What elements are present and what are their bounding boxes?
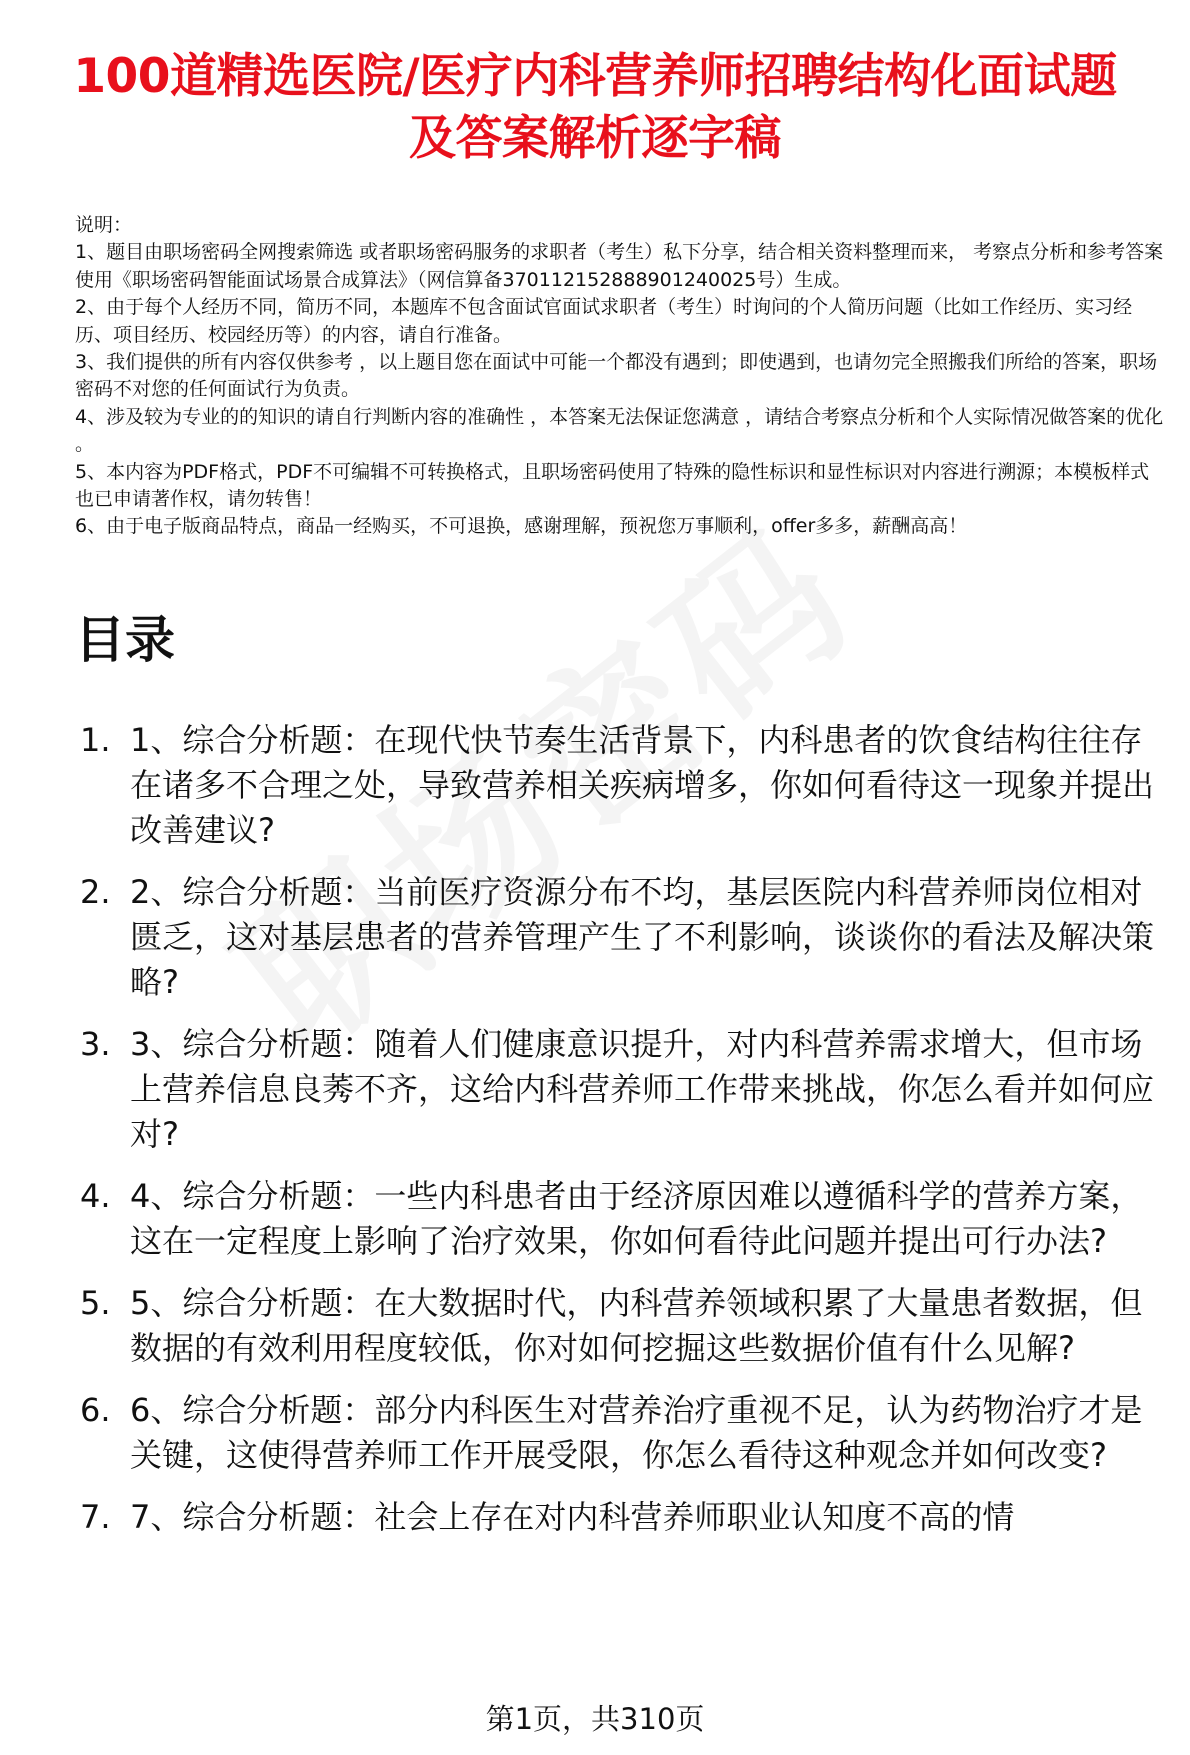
note-item-4: 4、涉及较为专业的的知识的请自行判断内容的准确性 ，本答案无法保证您满意 ，请结合考察点分析和个人实际情况做答案的优化 。	[75, 405, 1164, 456]
toc-item-text: 3、综合分析题：随着人们健康意识提升，对内科营养需求增大，但市场上营养信息良莠不齐，这给内科营养师工作带来挑战，你怎么看并如何应对?	[130, 1025, 1155, 1153]
toc-item-3[interactable]	[80, 1022, 1170, 1157]
toc-item-7[interactable]	[80, 1495, 1170, 1540]
toc-item-text: 6、综合分析题：部分内科医生对营养治疗重视不足，认为药物治疗才是关键，这使得营养师工作开展受限，你怎么看待这种观念并如何改变?	[130, 1391, 1143, 1474]
toc-heading: 目录	[75, 611, 175, 669]
toc-item-2[interactable]	[80, 870, 1170, 1005]
page-footer: 第1页，共310页	[485, 1702, 705, 1736]
toc-item-number: 7.	[80, 1498, 111, 1536]
toc-item-4[interactable]	[80, 1174, 1170, 1264]
toc-item-number: 5.	[80, 1284, 111, 1322]
document-title: 100道精选医院/医疗内科营养师招聘结构化面试题及答案解析逐字稿	[73, 49, 1117, 166]
toc-item-number: 4.	[80, 1177, 111, 1215]
toc-item-number: 1.	[80, 721, 111, 759]
toc-list	[80, 718, 1170, 1557]
toc-item-5[interactable]	[80, 1281, 1170, 1371]
note-item-6: 6、由于电子版商品特点，商品一经购买，不可退换，感谢理解，预祝您万事顺利，offer多多，薪酬高高！	[75, 515, 968, 538]
note-item-2: 2、由于每个人经历不同，简历不同，本题库不包含面试官面试求职者（考生）时询问的个人简历问题（比如工作经历、实习经历、项目经历、校园经历等）的内容，请自行准备。	[75, 296, 1133, 346]
toc-item-number: 6.	[80, 1391, 111, 1429]
toc-item-text: 5、综合分析题：在大数据时代，内科营养领域积累了大量患者数据，但数据的有效利用程度较低，你对如何挖掘这些数据价值有什么见解?	[130, 1284, 1143, 1367]
notes-section	[75, 212, 1165, 541]
toc-item-number: 3.	[80, 1025, 111, 1063]
toc-item-text: 7、综合分析题：社会上存在对内科营养师职业认知度不高的情	[130, 1498, 1015, 1536]
notes-heading: 说明：	[75, 214, 133, 236]
toc-item-text: 1、综合分析题：在现代快节奏生活背景下，内科患者的饮食结构往往存在诸多不合理之处，导致营养相关疾病增多，你如何看待这一现象并提出改善建议?	[130, 721, 1155, 849]
note-item-5: 5、本内容为PDF格式，PDF不可编辑不可转换格式，且职场密码使用了特殊的隐性标识和显性标识对内容进行溯源；本模板样式也已申请著作权，请勿转售！	[75, 460, 1150, 511]
toc-item-text: 4、综合分析题：一些内科患者由于经济原因难以遵循科学的营养方案，这在一定程度上影响了治疗效果，你如何看待此问题并提出可行办法?	[130, 1177, 1143, 1260]
toc-item-number: 2.	[80, 873, 111, 911]
note-item-3: 3、我们提供的所有内容仅供参考 ，以上题目您在面试中可能一个都没有遇到；即使遇到，也请勿完全照搬我们所给的答案，职场密码不对您的任何面试行为负责。	[75, 351, 1158, 401]
toc-item-text: 2、综合分析题：当前医疗资源分布不均，基层医院内科营养师岗位相对匮乏，这对基层患者的营养管理产生了不利影响，谈谈你的看法及解决策略?	[130, 873, 1155, 1001]
toc-item-6[interactable]	[80, 1388, 1170, 1478]
note-item-1: 1、题目由职场密码全网搜索筛选 或者职场密码服务的求职者（考生）私下分享，结合相关资料整理而来， 考察点分析和参考答案使用《职场密码智能面试场景合成算法》（网信算备370112152888901240025号）生成。	[75, 241, 1164, 291]
toc-item-1[interactable]	[80, 718, 1170, 853]
